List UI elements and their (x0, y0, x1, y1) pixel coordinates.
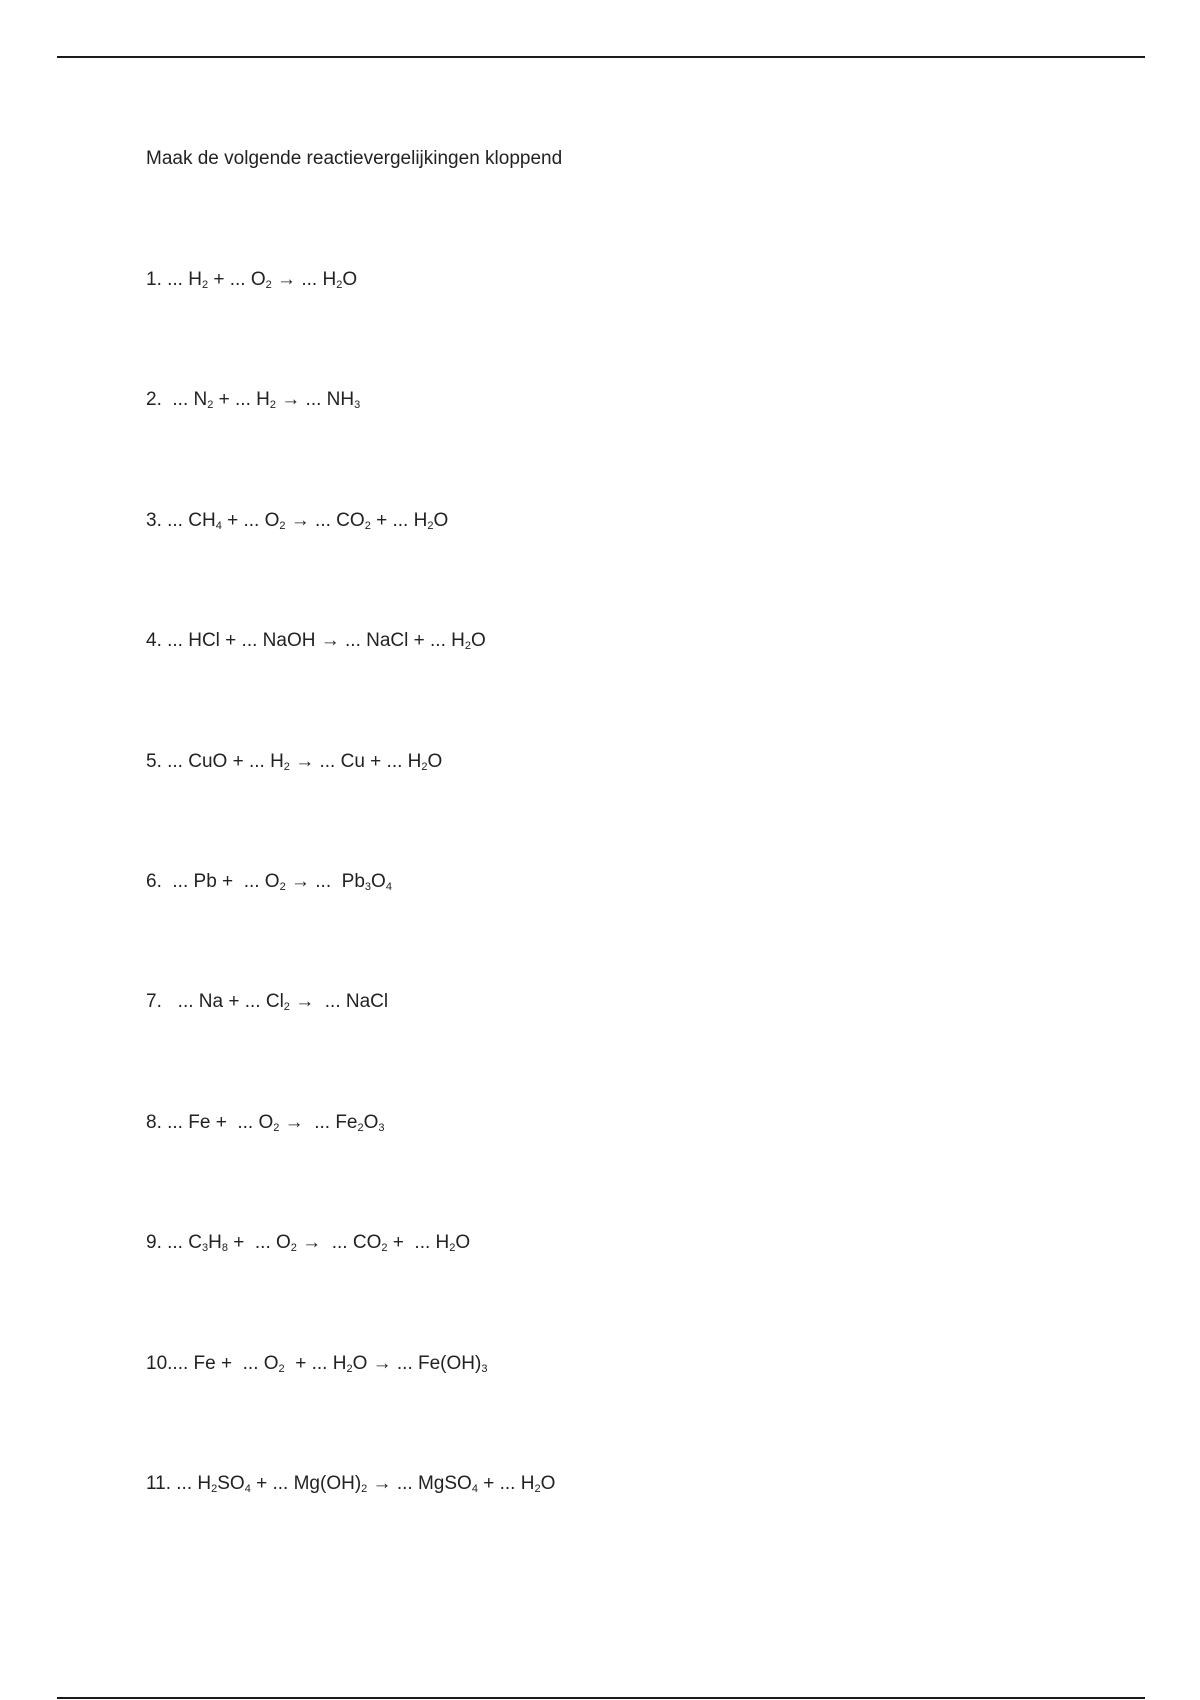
equation-text: SO (217, 1473, 245, 1494)
equation-text: 7. ... Na + ... Cl (146, 991, 284, 1013)
subscript: 2 (421, 760, 428, 773)
subscript: 4 (244, 1483, 251, 1495)
equation-1 (146, 268, 357, 292)
top-rule (57, 56, 1145, 58)
subscript: 2 (201, 279, 209, 291)
equation-text: O (433, 509, 449, 531)
subscript: 2 (265, 279, 272, 291)
equation-11 (146, 1472, 555, 1496)
subscript: 3 (201, 1242, 209, 1255)
equation-text: 8. ... Fe + ... O (146, 1111, 274, 1133)
subscript: 4 (471, 1483, 478, 1495)
subscript: 2 (346, 1362, 353, 1375)
equation-text: → ... NaCl (289, 991, 389, 1013)
equation-text: → ... Fe (279, 1111, 358, 1133)
equation-text: → ... CO (296, 1232, 382, 1254)
instruction-heading: Maak de volgende reactievergelijkingen kloppend (146, 148, 563, 169)
subscript: 2 (269, 399, 276, 412)
subscript: 4 (385, 881, 392, 893)
subscript: 2 (534, 1483, 541, 1495)
equation-text: 4. ... HCl + ... NaOH → ... NaCl + ... H (146, 630, 465, 652)
subscript: 4 (215, 519, 222, 532)
equation-text: → ... CO (285, 509, 365, 531)
equation-9 (146, 1231, 470, 1255)
equation-7 (146, 990, 388, 1014)
subscript: 3 (354, 399, 361, 412)
equation-8 (146, 1111, 385, 1135)
subscript: 3 (364, 881, 372, 893)
equation-text: O (455, 1232, 471, 1254)
equation-6 (146, 870, 392, 894)
subscript: 2 (283, 760, 290, 773)
equation-text: + ... H (213, 389, 270, 411)
subscript: 2 (279, 519, 286, 532)
equation-2 (146, 388, 360, 412)
equation-text: → ... NH (276, 389, 355, 411)
equation-text: → ... Cu + ... H (289, 750, 422, 772)
equation-text: 1. ... H (146, 269, 202, 290)
equation-text: 6. ... Pb + ... O (146, 871, 280, 892)
subscript: 2 (336, 279, 343, 291)
subscript: 8 (221, 1242, 228, 1255)
subscript: 2 (283, 1001, 290, 1014)
equation-text: + ... O (227, 1232, 291, 1254)
subscript: 2 (211, 1483, 218, 1495)
equation-text: O (371, 871, 386, 892)
equation-text: + ... H (477, 1473, 535, 1494)
subscript: 2 (357, 1121, 364, 1134)
equation-text: O (540, 1473, 556, 1494)
equation-text: O → ... Fe(OH) (352, 1352, 482, 1374)
subscript: 2 (361, 1483, 368, 1495)
equation-text: + ... O (221, 509, 280, 531)
subscript: 2 (279, 881, 286, 893)
equation-3 (146, 509, 448, 533)
equation-text: → ... MgSO (367, 1473, 472, 1494)
equation-text: 2. ... N (146, 389, 208, 411)
equation-5 (146, 750, 442, 774)
equation-text: 3. ... CH (146, 509, 216, 531)
equation-text: O (427, 750, 443, 772)
equation-text: + ... Mg(OH) (250, 1473, 362, 1494)
subscript: 2 (207, 399, 214, 412)
subscript: 3 (378, 1121, 385, 1134)
equation-text: O (470, 630, 486, 652)
equation-text: 9. ... C (146, 1232, 202, 1254)
subscript: 2 (381, 1242, 388, 1255)
equation-text: H (208, 1232, 222, 1254)
equation-text: + ... H (284, 1352, 347, 1374)
subscript: 2 (278, 1362, 285, 1375)
subscript: 2 (364, 519, 371, 532)
subscript: 2 (273, 1121, 280, 1134)
equation-text: O (342, 269, 358, 290)
equation-text: + ... H (370, 509, 428, 531)
equation-text: 5. ... CuO + ... H (146, 750, 284, 772)
equation-text: → ... Pb (285, 871, 365, 892)
equation-text: + ... O (208, 269, 266, 290)
equation-4 (146, 629, 486, 653)
subscript: 3 (481, 1362, 488, 1375)
equation-text: 10.... Fe + ... O (146, 1352, 279, 1374)
equation-text: O (363, 1111, 379, 1133)
equation-10 (146, 1352, 487, 1376)
subscript: 2 (290, 1242, 297, 1255)
subscript: 2 (464, 640, 471, 653)
bottom-rule (57, 1697, 1145, 1699)
subscript: 2 (427, 519, 434, 532)
subscript: 2 (449, 1242, 456, 1255)
equation-text: → ... H (271, 269, 337, 290)
equation-text: + ... H (387, 1232, 450, 1254)
equation-text: 11. ... H (146, 1473, 212, 1494)
